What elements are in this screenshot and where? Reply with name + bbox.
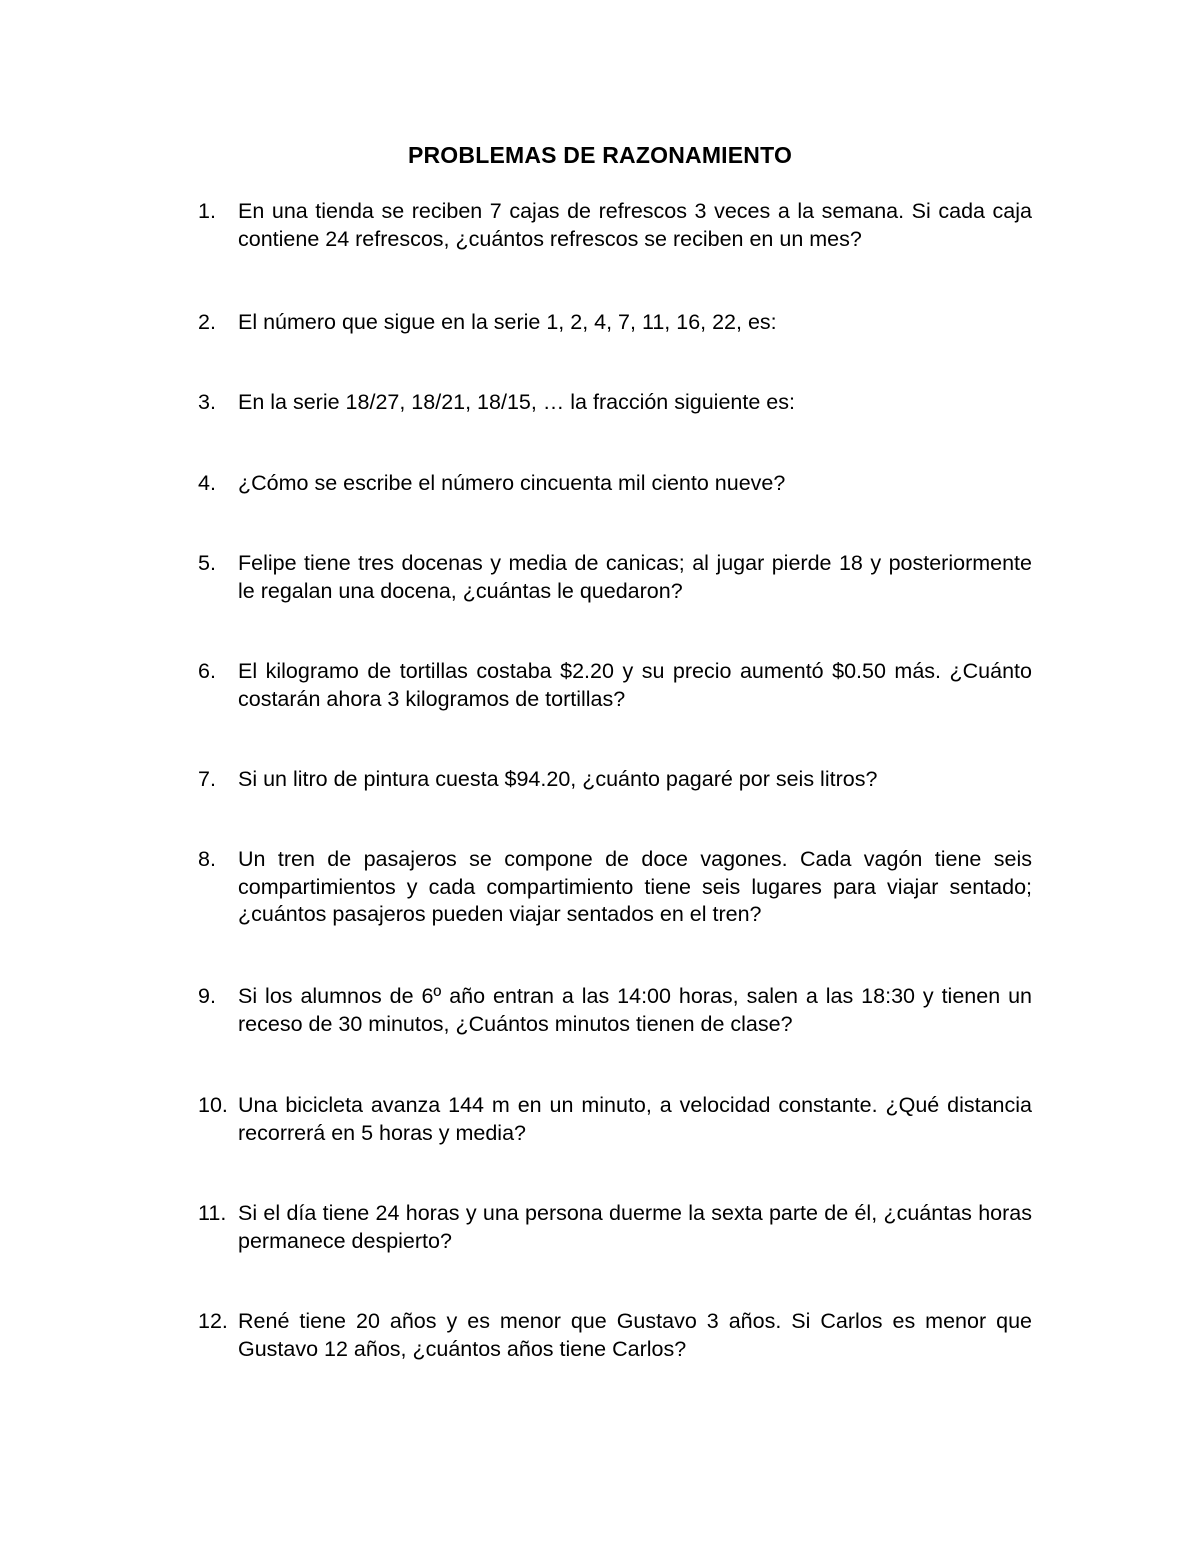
list-item (198, 766, 1032, 794)
problem-number: 11. (198, 1201, 227, 1225)
problem-number: 4. (198, 471, 216, 495)
problem-text: Si los alumnos de 6º año entran a las 14:00 horas, salen a las 18:30 y tienen un receso de 30 minutos, ¿Cuántos minutos tienen de clase? (238, 984, 1032, 1036)
problem-text: En la serie 18/27, 18/21, 18/15, … la fracción siguiente es: (238, 390, 795, 414)
problem-number: 2. (198, 310, 216, 334)
list-item (198, 309, 1032, 337)
problem-number: 8. (198, 847, 216, 871)
list-item (198, 1200, 1032, 1255)
problem-text: Una bicicleta avanza 144 m en un minuto, a velocidad constante. ¿Qué distancia recorrerá en 5 horas y media? (238, 1093, 1032, 1145)
list-item (198, 198, 1032, 253)
problem-text: El número que sigue en la serie 1, 2, 4, 7, 11, 16, 22, es: (238, 310, 777, 334)
problem-text: Felipe tiene tres docenas y media de canicas; al jugar pierde 18 y posteriormente le regalan una docena, ¿cuántas le quedaron? (238, 551, 1032, 603)
list-item (198, 846, 1032, 929)
problem-text: ¿Cómo se escribe el número cincuenta mil ciento nueve? (238, 471, 786, 495)
problem-text: Un tren de pasajeros se compone de doce vagones. Cada vagón tiene seis compartimientos y cada compartimiento tiene seis lugares para viajar sentado; ¿cuántos pasajeros pueden viajar sentados en el tren? (238, 847, 1032, 926)
problem-text: Si un litro de pintura cuesta $94.20, ¿cuánto pagaré por seis litros? (238, 767, 878, 791)
problem-text: En una tienda se reciben 7 cajas de refrescos 3 veces a la semana. Si cada caja contiene 24 refrescos, ¿cuántos refrescos se reciben en un mes? (238, 199, 1032, 251)
problem-text: René tiene 20 años y es menor que Gustavo 3 años. Si Carlos es menor que Gustavo 12 años, ¿cuántos años tiene Carlos? (238, 1309, 1032, 1361)
page-title: PROBLEMAS DE RAZONAMIENTO (407, 142, 793, 168)
problem-number: 10. (198, 1093, 228, 1117)
list-item (198, 983, 1032, 1038)
problem-text: El kilogramo de tortillas costaba $2.20 y su precio aumentó $0.50 más. ¿Cuánto costarán ahora 3 kilogramos de tortillas? (238, 659, 1032, 711)
problem-number: 7. (198, 767, 216, 791)
problem-number: 12. (198, 1309, 228, 1333)
problem-number: 3. (198, 390, 216, 414)
problem-number: 5. (198, 551, 216, 575)
problem-number: 9. (198, 984, 216, 1008)
problem-number: 1. (198, 199, 216, 223)
problem-number: 6. (198, 659, 216, 683)
list-item (198, 389, 1032, 417)
list-item (198, 1092, 1032, 1147)
list-item (198, 658, 1032, 713)
list-item (198, 550, 1032, 605)
list-item (198, 470, 1032, 498)
list-item (198, 1308, 1032, 1363)
problem-text: Si el día tiene 24 horas y una persona duerme la sexta parte de él, ¿cuántas horas permanece despierto? (238, 1201, 1032, 1253)
